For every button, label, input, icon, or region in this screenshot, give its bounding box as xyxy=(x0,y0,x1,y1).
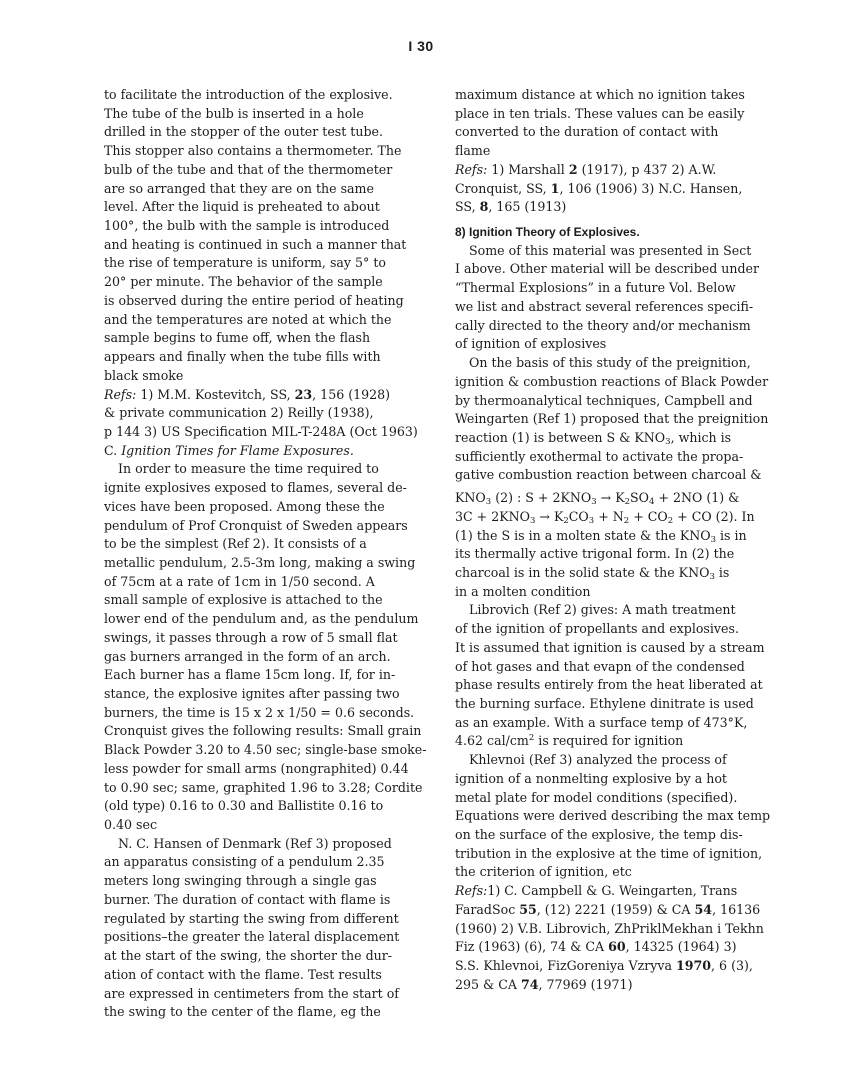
text-line: 0.40 sec xyxy=(104,817,158,833)
equation-line: $3C + 2KNO_3 \to K_2CO_3 + N_2 + CO_2$ + CO (2). In xyxy=(455,508,755,526)
refs-label: Refs: xyxy=(455,883,488,899)
text-line: charcoal is in the solid state & the $KNO_3$ is xyxy=(455,564,730,582)
text-line: pendulum of Prof Cronquist of Sweden appears xyxy=(104,517,408,533)
text-line: are so arranged that they are on the same xyxy=(104,180,374,196)
text-line: to be the simplest (Ref 2). It consists of a xyxy=(104,536,367,552)
text-line: by thermoanalytical techniques, Campbell and xyxy=(455,392,753,408)
text-line: Equations were derived describing the max temp xyxy=(455,808,771,824)
reference-line: SS, 8, 165 (1913) xyxy=(455,199,567,215)
text-line: & private communication 2) Reilly (1938), xyxy=(104,405,374,421)
reference-line: 295 & CA 74, 77969 (1971) xyxy=(455,976,633,992)
reference-line: Refs: 1) M.M. Kostevitch, SS, 23, 156 (1928) xyxy=(104,386,391,402)
reference-line: Cronquist, SS, 1, 106 (1906) 3) N.C. Hansen, xyxy=(455,180,743,196)
text-line: burners, the time is 15 x 2 x 1/50 = 0.6 seconds. xyxy=(104,704,415,720)
reference-line: Refs: 1) Marshall 2 (1917), p 437 2) A.W. xyxy=(455,161,717,177)
text-line: vices have been proposed. Among these the xyxy=(104,498,385,514)
text-line: an apparatus consisting of a pendulum 2.35 xyxy=(104,854,385,870)
text-line: Some of this material was presented in Sect xyxy=(469,242,752,258)
reference-line: (1960) 2) V.B. Librovich, ZhPriklMekhan i Tekhn xyxy=(455,920,764,936)
text-line: of hot gases and that evapn of the condensed xyxy=(455,658,745,674)
text-line: Each burner has a flame 15cm long. If, for in- xyxy=(104,667,396,683)
text-line: the burning surface. Ethylene dinitrate is used xyxy=(455,696,754,711)
text-line: sufficiently exothermal to activate the propa- xyxy=(455,448,744,464)
text-line: in a molten condition xyxy=(455,583,591,599)
text-line: is observed during the entire period of heating xyxy=(104,292,404,308)
text-line: metal plate for model conditions (specified). xyxy=(455,789,738,805)
reference-line: FaradSoc 55, (12) 2221 (1959) & CA 54, 16136 xyxy=(455,901,761,917)
text-line: the criterion of ignition, etc xyxy=(455,864,632,880)
text-line: appears and finally when the tube fills with xyxy=(104,349,381,365)
text-line: and heating is continued in such a manner that xyxy=(104,236,407,252)
text-line: cally directed to the theory and/or mechanism xyxy=(455,317,751,333)
text-line: place in ten trials. These values can be easily xyxy=(455,105,745,121)
reference-line: Refs:1) C. Campbell & G. Weingarten, Trans xyxy=(455,883,738,899)
text-line: maximum distance at which no ignition takes xyxy=(455,87,745,102)
text-line: flame xyxy=(455,143,491,159)
text-line: I above. Other material will be described under xyxy=(455,261,760,277)
text-line: black smoke xyxy=(104,367,184,383)
text-line: to facilitate the introduction of the explosive. xyxy=(104,87,393,102)
text-line: In order to measure the time required to xyxy=(118,461,379,477)
text-line: gas burners arranged in the form of an arch. xyxy=(104,648,391,664)
text-line: It is assumed that ignition is caused by a stream xyxy=(455,639,765,655)
text-line: “Thermal Explosions” in a future Vol. Below xyxy=(455,280,736,296)
text-line: we list and abstract several references specifi- xyxy=(455,298,754,314)
text-line: drilled in the stopper of the outer test tube. xyxy=(104,124,383,140)
text-line: p 144 3) US Specification MIL-T-248A (Oct 1963) xyxy=(104,423,418,439)
text-line: (old type) 0.16 to 0.30 and Ballistite 0.16 to xyxy=(104,798,384,814)
text-line: of ignition of explosives xyxy=(455,336,607,352)
text-line: as an example. With a surface temp of 473°K, xyxy=(455,714,748,730)
text-line: tribution in the explosive at the time of ignition, xyxy=(455,845,763,861)
text-line: bulb of the tube and that of the thermometer xyxy=(104,161,393,177)
section-heading-c: C. Ignition Times for Flame Exposures. xyxy=(104,442,354,458)
section-heading-8: 8) Ignition Theory of Explosives. xyxy=(455,225,640,240)
text-line: sample begins to fume off, when the flash xyxy=(104,330,371,346)
text-line: N. C. Hansen of Denmark (Ref 3) proposed xyxy=(118,835,392,851)
text-line: level. After the liquid is preheated to about xyxy=(104,199,380,215)
text-line: On the basis of this study of the preignition, xyxy=(469,355,751,371)
text-line: Khlevnoi (Ref 3) analyzed the process of xyxy=(469,752,727,768)
text-line: Weingarten (Ref 1) proposed that the preignition xyxy=(455,411,769,427)
text-line: the swing to the center of the flame, eg the xyxy=(104,1004,381,1020)
text-line: stance, the explosive ignites after passing two xyxy=(104,686,400,701)
text-line: burner. The duration of contact with flame is xyxy=(104,891,391,907)
text-line: the rise of temperature is uniform, say 5° to xyxy=(104,255,386,271)
page-number: I 30 xyxy=(408,38,434,54)
text-line: converted to the duration of contact with xyxy=(455,124,719,140)
text-line: and the temperatures are noted at which the xyxy=(104,311,392,327)
text-line: at the start of the swing, the shorter the dur- xyxy=(104,948,393,964)
text-line: lower end of the pendulum and, as the pendulum xyxy=(104,611,419,627)
text-line: ignite explosives exposed to flames, several de- xyxy=(104,480,407,496)
right-column xyxy=(455,86,771,995)
equation-line: $KNO_3$ (2) : $S + 2KNO_3 \to K_2SO_4 + 2NO$ (1) & xyxy=(455,490,740,508)
text-line: of the ignition of propellants and explosives. xyxy=(455,621,739,637)
text-line: to 0.90 sec; same, graphited 1.96 to 3.28; Cordite xyxy=(104,779,423,795)
text-line: reaction (1) is between S & $KNO_3$, which is xyxy=(455,429,732,447)
text-line: meters long swinging through a single gas xyxy=(104,873,377,889)
text-line: Cronquist gives the following results: Small grain xyxy=(104,723,422,739)
text-line: phase results entirely from the heat liberated at xyxy=(455,677,763,693)
text-line: The tube of the bulb is inserted in a hole xyxy=(104,105,364,121)
text-line: gative combustion reaction between charcoal & xyxy=(455,467,762,483)
text-line: Black Powder 3.20 to 4.50 sec; single-base smoke- xyxy=(104,742,427,758)
left-column xyxy=(104,86,427,1022)
text-line: positions–the greater the lateral displacement xyxy=(104,929,400,945)
text-line: its thermally active trigonal form. In (2) the xyxy=(455,546,735,562)
refs-label: Refs: xyxy=(104,386,137,402)
text-line: (1) the S is in a molten state & the $KNO_3$ is in xyxy=(455,527,747,545)
text-line: 20° per minute. The behavior of the sample xyxy=(104,274,383,290)
text-line: small sample of explosive is attached to the xyxy=(104,592,383,608)
text-line: Librovich (Ref 2) gives: A math treatment xyxy=(469,602,736,618)
text-line: This stopper also contains a thermometer. The xyxy=(104,143,402,159)
text-line: ignition of a nonmelting explosive by a hot xyxy=(455,770,727,786)
reference-line: S.S. Khlevnoi, FizGoreniya Vzryva 1970, 6 (3), xyxy=(455,958,753,974)
text-line: are expressed in centimeters from the start of xyxy=(104,985,399,1001)
text-line: swings, it passes through a row of 5 small flat xyxy=(104,629,398,645)
text-line: ation of contact with the flame. Test results xyxy=(104,966,382,982)
text-line: 100°, the bulb with the sample is introduced xyxy=(104,218,390,234)
text-line: of 75cm at a rate of 1cm in 1/50 second. A xyxy=(104,573,375,589)
text-line: on the surface of the explosive, the temp dis- xyxy=(455,827,743,843)
text-line: metallic pendulum, 2.5-3m long, making a swing xyxy=(104,554,416,570)
text-line: less powder for small arms (nongraphited) 0.44 xyxy=(104,760,409,776)
reference-line: Fiz (1963) (6), 74 & CA 60, 14325 (1964) 3) xyxy=(455,939,737,955)
text-line: ignition & combustion reactions of Black Powder xyxy=(455,373,769,389)
refs-label: Refs: xyxy=(455,161,488,177)
text-line: 4.62 cal/$cm^2$ is required for ignition xyxy=(455,733,684,749)
text-line: regulated by starting the swing from different xyxy=(104,910,399,926)
